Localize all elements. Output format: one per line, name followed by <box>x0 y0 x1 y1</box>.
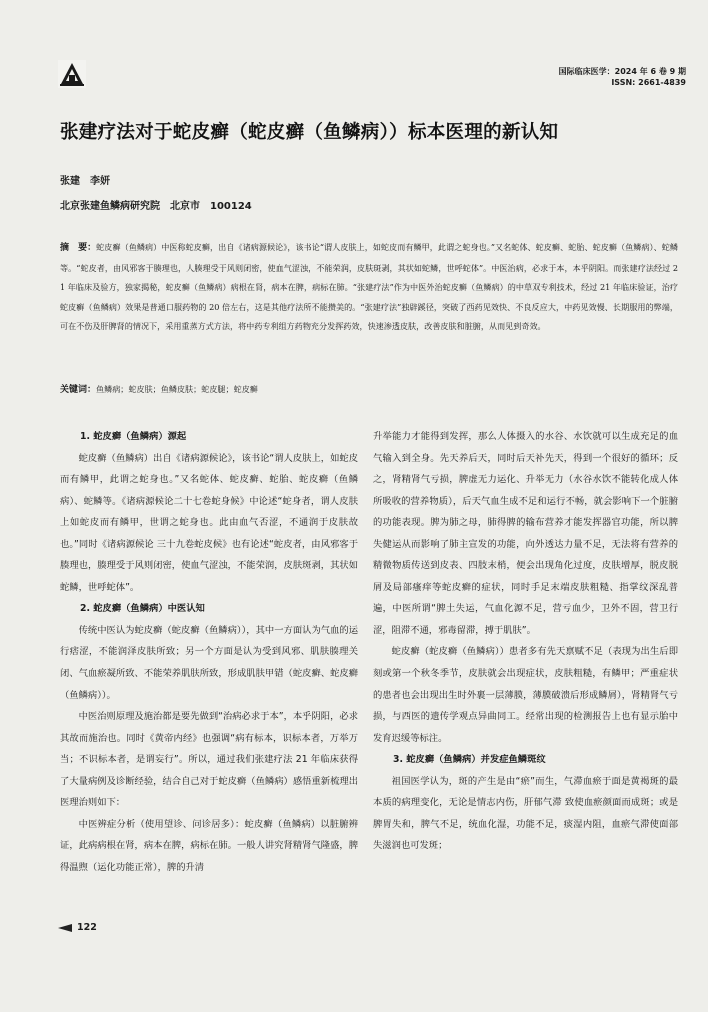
journal-logo-icon <box>58 60 86 88</box>
right-column <box>373 426 678 857</box>
journal-issn: ISSN: 2661-4839 <box>611 78 686 87</box>
section-heading: 3. 蛇皮癣（鱼鳞病）并发症鱼鳞斑纹 <box>393 754 546 766</box>
body-paragraph: 祖国医学认为，斑的产生是由“瘀”而生，气滞血瘀于面是黄褐斑的最本质的病理变化，无论是情志内伤，肝郁气滞 致使血瘀颜面而成斑；或是脾胃失和，脾气不足，统血化湿，功能不足，痰湿内阻，血瘀气滞使面部失滋润也可发斑； <box>373 775 678 852</box>
body-paragraph: 传统中医认为蛇皮癣（蛇皮癣（鱼鳞病）），其中一方面认为气血的运行痞涩，不能润泽皮肤所致；另一个方面是认为受到风邪、肌肤腠理关闭、气血瘀凝所致、不能荣养肌肤所致，形成肌肤甲错（蛇皮癣、蛇皮癣（鱼鳞病））。 <box>60 624 358 701</box>
keywords <box>60 382 660 395</box>
abstract-label: 摘 要： <box>60 243 97 253</box>
page-number: 122 <box>77 922 97 933</box>
left-column <box>60 426 358 878</box>
body-paragraph: 蛇皮癣（鱼鳞病）出自《诸病源候论》，该书论“谓人皮肤上，如蛇皮而有鳞甲，此谓之蛇身也。”又名蛇体、蛇皮癣、蛇胎、蛇皮癣（鱼鳞病）、蛇鳞等。《诸病源候论二十七卷蛇身候》中论述“蛇身者，谓人皮肤上如蛇皮而有鳞甲，世谓之蛇身也。此由血气否涩，不通润于皮肤故也。”同时《诸病源候论 三十九卷蛇皮候》也有论述“蛇皮者，由风邪客于腠理也，腠理受于风则闭密，使血气涩浊，不能荣润，皮肤斑剥，其状如蛇鳞，世呼蛇体”。 <box>60 452 358 593</box>
keywords-label: 关键词： <box>60 385 97 395</box>
body-paragraph: 蛇皮癣（蛇皮癣（鱼鳞病））患者多有先天禀赋不足（表现为出生后即刻或第一个秋冬季节，皮肤就会出现症状，皮肤粗糙，有鳞甲；严重症状的患者也会出现出生时外裹一层薄膜，薄膜破溃后形成鳞屑），肾精肾气亏损，与西医的遗传学观点异曲同工。经常出现的检测报告上也有显示胎中发育迟缓等标注。 <box>373 646 678 744</box>
journal-issue: 国际临床医学：2024 年 6 卷 9 期 <box>558 67 686 76</box>
page-arrow-icon <box>58 924 72 932</box>
section-heading: 1. 蛇皮癣（鱼鳞病）源起 <box>80 431 187 442</box>
body-paragraph: 中医辨症分析（使用望诊、问诊居多）：蛇皮癣（鱼鳞病）以脏腑辨证，此病病根在肾，病本在脾，病标在肺。一般人讲究肾精肾气隆盛，脾得温煦（运化功能正常），脾的升清 <box>60 818 358 873</box>
keywords-text: 鱼鳞病；蛇皮肤；鱼鳞皮肤；蛇皮腿；蛇皮癣 <box>96 384 258 394</box>
body-paragraph: 中医治则原理及施治都是要先做到“治病必求于本”，本乎阴阳，必求其故而施治也。同时《黄帝内经》也强调“病有标本，识标本者，万举万当；不识标本者，是谓妄行”。所以，通过我们张建疗法 21 年临床获得了大量病例及诊断经验，结合自己对于蛇皮癣（鱼鳞病）感悟重新梳理出医理治则如下： <box>60 711 358 809</box>
paper-title: 张建疗法对于蛇皮癣（蛇皮癣（鱼鳞病））标本医理的新认知 <box>60 122 559 143</box>
affiliation: 北京张建鱼鳞病研究院 北京市 100124 <box>60 201 252 212</box>
section-heading: 2. 蛇皮癣（鱼鳞病）中医认知 <box>80 603 205 615</box>
abstract-text: 蛇皮癣（鱼鳞病）中医称蛇皮癣，出自《诸病源候论》，该书论“谓人皮肤上，如蛇皮而有鳞甲，此谓之蛇身也。”又名蛇体、蛇皮癣、蛇胎、蛇皮癣（鱼鳞病）、蛇鳞等。“蛇皮者，由风邪客于腠理也，人腠理受于风则闭密，使血气涩浊，不能荣润，皮肤斑剥，其状如蛇鳞，世呼蛇体”。中医治病，必求于本，本乎阴阳。而张建疗法经过 21 年临床及验方，独家揭秘，蛇皮癣（鱼鳞病）病根在肾，病本在脾，病标在肺。“张建疗法”作为中医外治蛇皮癣（鱼鳞病）的中草双专利技术，经过 21 年临床验证，治疗蛇皮癣（鱼鳞病）效果是普通口服药物的 20 倍左右，这是其他疗法所不能攒美的。“张建疗法”独辟蹊径，突破了西药见效快、不良反应大，中药见效慢、长期服用的弊端，可在不伤及肝脾肾的情况下，采用重蒸方式方法，将中药专利组方药物充分发挥药效，快速渗透皮肤，改善皮肤和脏腑，从而见到奇效。 <box>60 242 678 332</box>
page-footer <box>58 922 97 933</box>
body-paragraph: 升举能力才能得到发挥，那么人体摄入的水谷、水饮就可以生成充足的血气输入到全身。先天养后天，同时后天补先天，得到一个很好的循环；反之，肾精肾气亏损，脾虚无力运化、升举无力（水谷水饮不能转化成人体所吸收的营养物质），后天气血生成不足和运行不畅，就会影响下一个脏腑的功能表现。脾为肺之母，肺得脾的输布营养才能发挥器官功能，所以脾失健运从而影响了肺主宣发的功能，向外透达力量不足，无法将有营养的精微物质传送到皮表、四肢末梢，便会出现角化过度，皮肤增厚，脱皮脱屑及局部瘙痒等蛇皮癣的症状，同时手足末端皮肤粗糙、指掌纹深乱普遍，中医所谓“脾土失运，气血化源不足，营亏血少，卫外不固，营卫行涩，阻滞不通，邪毒留滞，搏于肌肤”。 <box>373 431 678 636</box>
journal-info <box>486 66 686 88</box>
authors: 张建 李妍 <box>60 176 110 187</box>
abstract <box>60 238 678 337</box>
